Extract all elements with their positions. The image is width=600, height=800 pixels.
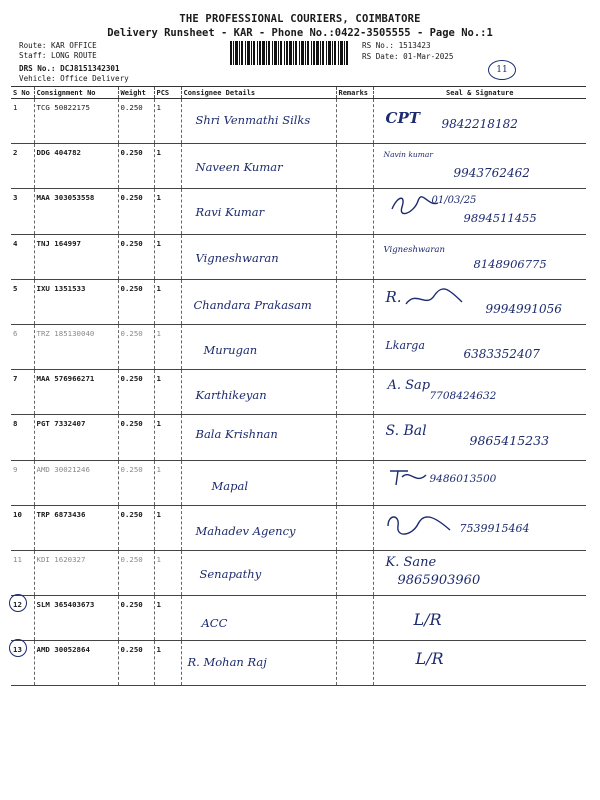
handwritten-signature: R. [385,287,402,306]
row-signature-cell [373,324,586,369]
table-row [11,324,586,369]
row-remarks-cell [336,99,373,144]
row-pcs: 1 [154,415,181,460]
row-consignee-cell [181,460,336,505]
row-remarks-cell [336,144,373,189]
table-row [11,460,586,505]
row-pcs: 1 [154,460,181,505]
row-consignee-cell [181,324,336,369]
table-header-row [11,87,586,99]
row-sno: 11 [11,550,34,595]
col-header-consignment: Consignment No [34,87,118,99]
row-consignment-no: AMD 30052864 [34,641,118,686]
handwritten-consignee: Chandara Prakasam [193,297,312,312]
document-subtitle: Delivery Runsheet - KAR - Phone No.:0422-3505555 - Page No.:1 [107,27,493,39]
handwritten-remark: L/R [415,649,444,669]
row-remarks-cell [336,505,373,550]
row-weight: 0.250 [118,505,154,550]
row-weight: 0.250 [118,324,154,369]
handwritten-signature: K. Sane [385,554,437,570]
row-signature-cell [373,99,586,144]
row-weight: 0.250 [118,234,154,279]
col-header-consignee: Consignee Details [181,87,336,99]
row-sno: 2 [11,144,34,189]
row-consignment-no: SLM 365403673 [34,596,118,641]
row-signature-cell [373,641,586,686]
row-consignment-no: TCG 50822175 [34,99,118,144]
handwritten-phone: 7539915464 [459,521,530,535]
handwritten-consignee: Shri Venmathi Silks [195,113,311,127]
handwritten-phone: 9842218182 [441,117,518,131]
handwritten-phone: 9994991056 [485,301,562,316]
row-remarks-cell [336,234,373,279]
row-signature-cell [373,370,586,415]
row-sno-circled [11,596,34,641]
handwritten-consignee: Murugan [203,342,258,357]
table-row [11,279,586,324]
handwritten-phone: 9865415233 [469,433,550,449]
row-weight: 0.250 [118,550,154,595]
row-weight: 0.250 [118,144,154,189]
signature-scribble-icon [384,512,454,538]
row-remarks-cell [336,324,373,369]
row-signature-cell [373,189,586,234]
table-row [11,189,586,234]
handwritten-consignee: Mahadev Agency [195,523,296,538]
row-pcs: 1 [154,550,181,595]
route-label: Route: KAR OFFICE [19,41,97,50]
row-sno: 4 [11,234,34,279]
row-remarks-cell [336,279,373,324]
handwritten-phone: 9894511455 [463,211,537,226]
row-pcs: 1 [154,234,181,279]
signature-scribble-icon [404,286,464,310]
table-row [11,99,586,144]
table-row [11,641,586,686]
row-signature-cell [373,144,586,189]
row-consignee-cell [181,641,336,686]
signature-scribble-icon [388,467,428,487]
row-sno: 3 [11,189,34,234]
handwritten-phone: 6383352407 [463,346,540,361]
row-consignment-no: TNJ 164997 [34,234,118,279]
row-signature-cell [373,279,586,324]
barcode-image [230,41,348,65]
circled-page-number: 11 [488,60,516,80]
row-consignment-no: AMD 30021246 [34,460,118,505]
row-sno: 13 [13,645,22,655]
row-sno: 1 [11,99,34,144]
row-pcs: 1 [154,324,181,369]
handwritten-remark: L/R [413,610,442,630]
document-title: THE PROFESSIONAL COURIERS, COIMBATORE [179,13,421,25]
handwritten-consignee: Mapal [211,478,249,493]
row-sno: 12 [13,600,22,610]
row-remarks-cell [336,596,373,641]
row-weight: 0.250 [118,279,154,324]
col-header-pcs: PCS [154,87,181,99]
row-signature-cell [373,234,586,279]
row-weight: 0.250 [118,641,154,686]
row-pcs: 1 [154,99,181,144]
row-sno-circled [11,641,34,686]
row-consignment-no: MAA 303053558 [34,189,118,234]
table-row [11,415,586,460]
handwritten-signature: S. Bal [385,423,427,440]
row-consignment-no: IXU 1351533 [34,279,118,324]
row-sno: 8 [11,415,34,460]
row-pcs: 1 [154,144,181,189]
table-row [11,550,586,595]
handwritten-phone: 9865903960 [397,572,481,588]
row-pcs: 1 [154,596,181,641]
row-signature-cell [373,415,586,460]
row-consignment-no: MAA 576966271 [34,370,118,415]
handwritten-consignee: Vigneshwaran [195,250,279,265]
handwritten-signature: CPT [385,109,420,127]
row-remarks-cell [336,415,373,460]
col-header-signature: Seal & Signature [373,87,586,99]
row-consignee-cell [181,99,336,144]
row-signature-cell [373,550,586,595]
table-row [11,596,586,641]
table-row [11,144,586,189]
staff-label: Staff: LONG ROUTE [19,51,97,60]
row-sno: 6 [11,324,34,369]
handwritten-signature: Navin kumar [383,150,433,160]
table-row [11,234,586,279]
handwritten-consignee: Naveen Kumar [195,160,283,175]
row-pcs: 1 [154,370,181,415]
handwritten-consignee: Bala Krishnan [195,427,278,442]
row-consignee-cell [181,370,336,415]
row-pcs: 1 [154,279,181,324]
row-sno: 5 [11,279,34,324]
table-row [11,505,586,550]
handwritten-signature: Lkarga [385,338,425,352]
handwritten-consignee: Karthikeyan [195,388,267,403]
handwritten-signature: Vigneshwaran [383,244,445,255]
row-consignment-no: DDG 404782 [34,144,118,189]
row-consignment-no: PGT 7332407 [34,415,118,460]
rs-number: RS No.: 1513423 [362,41,431,50]
row-weight: 0.250 [118,460,154,505]
row-sno: 9 [11,460,34,505]
handwritten-phone: 9943762462 [453,166,530,181]
row-remarks-cell [336,370,373,415]
row-consignee-cell [181,596,336,641]
row-consignment-no: TRP 6873436 [34,505,118,550]
runsheet-table [11,86,586,686]
row-consignment-no: TRZ 185130040 [34,324,118,369]
row-pcs: 1 [154,641,181,686]
row-remarks-cell [336,460,373,505]
row-consignee-cell [181,505,336,550]
circle-mark-icon [9,639,27,657]
row-weight: 0.250 [118,596,154,641]
row-weight: 0.250 [118,370,154,415]
rs-date: RS Date: 01-Mar-2025 [362,52,454,61]
row-pcs: 1 [154,189,181,234]
col-header-sno: S No [11,87,34,99]
row-signature-cell [373,596,586,641]
handwritten-phone: 9486013500 [429,472,497,485]
handwritten-date: 01/03/25 [431,195,477,207]
handwritten-consignee: ACC [201,616,228,631]
row-sno: 10 [11,505,34,550]
row-consignee-cell [181,550,336,595]
row-consignee-cell [181,189,336,234]
row-weight: 0.250 [118,99,154,144]
row-consignee-cell [181,279,336,324]
handwritten-consignee: Ravi Kumar [195,205,265,220]
handwritten-consignee: R. Mohan Raj [187,655,267,670]
handwritten-signature: A. Sap [387,378,431,394]
row-signature-cell [373,460,586,505]
row-consignee-cell [181,234,336,279]
row-weight: 0.250 [118,189,154,234]
col-header-remarks: Remarks [336,87,373,99]
handwritten-phone: 7708424632 [429,390,497,403]
row-consignee-cell [181,144,336,189]
row-remarks-cell [336,641,373,686]
row-remarks-cell [336,550,373,595]
row-remarks-cell [336,189,373,234]
drs-number: DRS No.: DCJ8151342301 [19,64,120,73]
row-signature-cell [373,505,586,550]
row-weight: 0.250 [118,415,154,460]
col-header-weight: Weight [118,87,154,99]
vehicle-label: Vehicle: Office Delivery [19,74,129,83]
row-sno: 7 [11,370,34,415]
row-consignee-cell [181,415,336,460]
row-pcs: 1 [154,505,181,550]
circle-mark-icon [9,594,27,612]
handwritten-phone: 8148906775 [473,256,547,271]
table-row [11,370,586,415]
handwritten-consignee: Senapathy [199,566,262,581]
row-consignment-no: KDI 1620327 [34,550,118,595]
